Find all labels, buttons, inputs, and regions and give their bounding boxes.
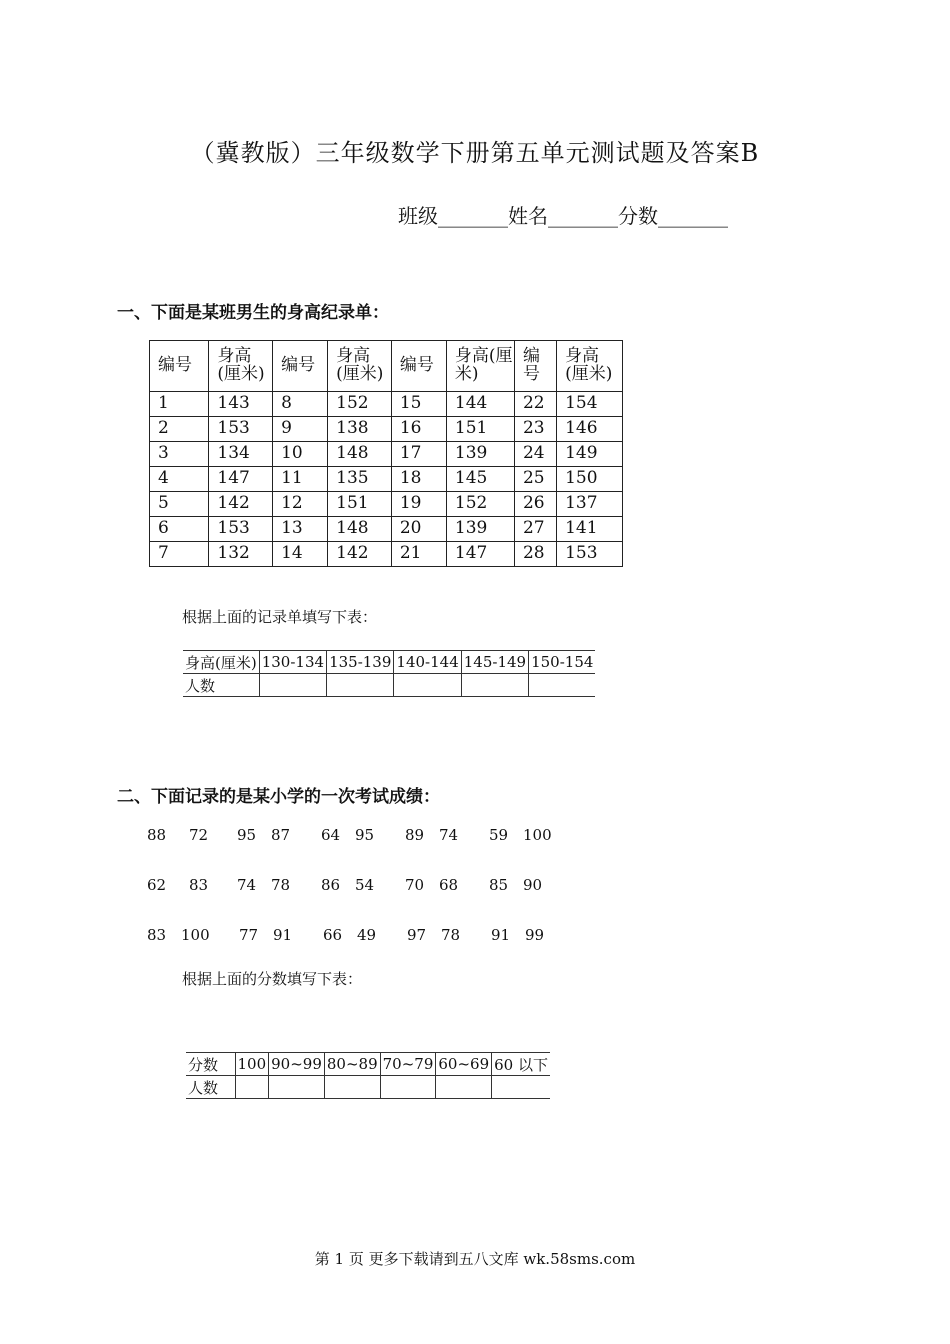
- score-value: 59: [489, 826, 509, 844]
- score-value: 62: [147, 876, 167, 894]
- table-cell: 151: [328, 492, 392, 517]
- table-cell: 147: [446, 542, 514, 567]
- table-cell: 142: [328, 542, 392, 567]
- table-cell: 22: [514, 392, 556, 417]
- fill-header-cell: 135-139: [327, 651, 394, 674]
- header-cell: 身高(厘米): [209, 341, 273, 392]
- table-cell: 138: [328, 417, 392, 442]
- table-cell: 9: [273, 417, 328, 442]
- fill-header-cell: 60 以下: [492, 1053, 550, 1076]
- score-row: [147, 926, 544, 944]
- score-value: 83: [147, 926, 167, 944]
- answer-cell[interactable]: [235, 1076, 269, 1099]
- fill-header-cell: 90~99: [269, 1053, 325, 1076]
- table-cell: 7: [150, 542, 209, 567]
- answer-cell[interactable]: [380, 1076, 436, 1099]
- score-value: 89: [405, 826, 425, 844]
- section2-heading: 二、下面记录的是某小学的一次考试成绩：: [117, 787, 440, 807]
- table-cell: 27: [514, 517, 556, 542]
- table-cell: 145: [446, 467, 514, 492]
- table-cell: 16: [391, 417, 446, 442]
- student-info-line: 班级_______姓名_______分数_______: [398, 204, 728, 228]
- table-cell: 146: [557, 417, 623, 442]
- table-cell: 134: [209, 442, 273, 467]
- table-cell: 21: [391, 542, 446, 567]
- score-value: 85: [489, 876, 509, 894]
- answer-cell[interactable]: [259, 674, 326, 697]
- table-cell: 15: [391, 392, 446, 417]
- score-value: 87: [271, 826, 291, 844]
- score-value: 74: [439, 826, 459, 844]
- page-footer: 第 1 页 更多下载请到五八文库 wk.58sms.com: [314, 1250, 636, 1268]
- table-header-row: [150, 341, 623, 392]
- table-cell: 12: [273, 492, 328, 517]
- fill-answer-row: [183, 674, 595, 697]
- score-value: 64: [321, 826, 341, 844]
- table-cell: 24: [514, 442, 556, 467]
- fill-row-label: 人数: [186, 1076, 235, 1099]
- table-cell: 143: [209, 392, 273, 417]
- answer-cell[interactable]: [269, 1076, 325, 1099]
- table-cell: 23: [514, 417, 556, 442]
- score-value: 66: [323, 926, 343, 944]
- height-fill-table: [183, 650, 595, 697]
- table-cell: 152: [446, 492, 514, 517]
- answer-cell[interactable]: [394, 674, 461, 697]
- table-cell: 19: [391, 492, 446, 517]
- table-cell: 153: [209, 517, 273, 542]
- header-cell: 编号: [273, 341, 328, 392]
- fill-header-cell: 80~89: [324, 1053, 380, 1076]
- score-value: 70: [405, 876, 425, 894]
- fill-header-cell: 130-134: [259, 651, 326, 674]
- table-cell: 139: [446, 517, 514, 542]
- score-value: 78: [441, 926, 461, 944]
- table-cell: 148: [328, 442, 392, 467]
- table-cell: 139: [446, 442, 514, 467]
- score-value: 74: [237, 876, 257, 894]
- table-cell: 4: [150, 467, 209, 492]
- table-cell: 151: [446, 417, 514, 442]
- answer-cell[interactable]: [327, 674, 394, 697]
- score-value: 100: [523, 826, 552, 844]
- score-value: 95: [237, 826, 257, 844]
- table-cell: 144: [446, 392, 514, 417]
- score-value: 72: [189, 826, 209, 844]
- table-row: [150, 442, 623, 467]
- table-cell: 152: [328, 392, 392, 417]
- table-cell: 147: [209, 467, 273, 492]
- answer-cell[interactable]: [436, 1076, 492, 1099]
- fill-answer-row: [186, 1076, 550, 1099]
- header-cell: 身高(厘米): [328, 341, 392, 392]
- score-value: 91: [273, 926, 293, 944]
- table-cell: 2: [150, 417, 209, 442]
- fill-header-cell: 身高(厘米): [183, 651, 259, 674]
- score-value: 86: [321, 876, 341, 894]
- table-cell: 26: [514, 492, 556, 517]
- table-row: [150, 417, 623, 442]
- score-value: 91: [491, 926, 511, 944]
- fill-header-cell: 70~79: [380, 1053, 436, 1076]
- header-cell: 编号: [150, 341, 209, 392]
- table-cell: 153: [557, 542, 623, 567]
- table-cell: 18: [391, 467, 446, 492]
- table-cell: 3: [150, 442, 209, 467]
- table-cell: 6: [150, 517, 209, 542]
- score-value: 49: [357, 926, 377, 944]
- fill-header-cell: 150-154: [529, 651, 596, 674]
- score-value: 97: [407, 926, 427, 944]
- table-cell: 14: [273, 542, 328, 567]
- score-row: [147, 826, 552, 844]
- header-cell: 编号: [514, 341, 556, 392]
- table-cell: 149: [557, 442, 623, 467]
- table-cell: 10: [273, 442, 328, 467]
- score-value: 78: [271, 876, 291, 894]
- score-value: 88: [147, 826, 167, 844]
- score-value: 99: [525, 926, 545, 944]
- table-cell: 141: [557, 517, 623, 542]
- section1-heading: 一、下面是某班男生的身高纪录单：: [117, 303, 389, 323]
- fill-header-cell: 145-149: [461, 651, 528, 674]
- section1-instruction: 根据上面的记录单填写下表：: [182, 608, 378, 626]
- table-cell: 5: [150, 492, 209, 517]
- table-cell: 8: [273, 392, 328, 417]
- fill-header-cell: 140-144: [394, 651, 461, 674]
- answer-cell[interactable]: [529, 674, 596, 697]
- table-row: [150, 492, 623, 517]
- score-row: [147, 876, 542, 894]
- header-cell: 身高(厘米): [557, 341, 623, 392]
- score-value: 90: [523, 876, 543, 894]
- header-cell: 身高(厘米): [446, 341, 514, 392]
- section2-instruction: 根据上面的分数填写下表：: [182, 970, 363, 988]
- score-value: 95: [355, 826, 375, 844]
- table-cell: 137: [557, 492, 623, 517]
- table-cell: 25: [514, 467, 556, 492]
- page-title: （冀教版）三年级数学下册第五单元测试题及答案B: [190, 139, 760, 167]
- table-cell: 135: [328, 467, 392, 492]
- table-cell: 13: [273, 517, 328, 542]
- table-row: [150, 517, 623, 542]
- table-row: [150, 392, 623, 417]
- fill-header-cell: 分数: [186, 1053, 235, 1076]
- table-cell: 1: [150, 392, 209, 417]
- fill-header-cell: 60~69: [436, 1053, 492, 1076]
- table-cell: 150: [557, 467, 623, 492]
- table-cell: 132: [209, 542, 273, 567]
- fill-header-cell: 100: [235, 1053, 269, 1076]
- table-cell: 28: [514, 542, 556, 567]
- header-cell: 编号: [391, 341, 446, 392]
- score-value: 68: [439, 876, 459, 894]
- table-cell: 11: [273, 467, 328, 492]
- answer-cell[interactable]: [492, 1076, 550, 1099]
- score-value: 100: [181, 926, 210, 944]
- fill-row-label: 人数: [183, 674, 259, 697]
- answer-cell[interactable]: [461, 674, 528, 697]
- score-value: 77: [239, 926, 259, 944]
- table-cell: 148: [328, 517, 392, 542]
- score-fill-table: [186, 1052, 550, 1099]
- table-cell: 17: [391, 442, 446, 467]
- table-row: [150, 467, 623, 492]
- fill-header-row: [186, 1053, 550, 1076]
- table-cell: 142: [209, 492, 273, 517]
- height-record-table: [149, 340, 623, 567]
- fill-header-row: [183, 651, 595, 674]
- score-value: 54: [355, 876, 375, 894]
- table-cell: 20: [391, 517, 446, 542]
- answer-cell[interactable]: [324, 1076, 380, 1099]
- table-cell: 154: [557, 392, 623, 417]
- table-row: [150, 542, 623, 567]
- score-value: 83: [189, 876, 209, 894]
- table-cell: 153: [209, 417, 273, 442]
